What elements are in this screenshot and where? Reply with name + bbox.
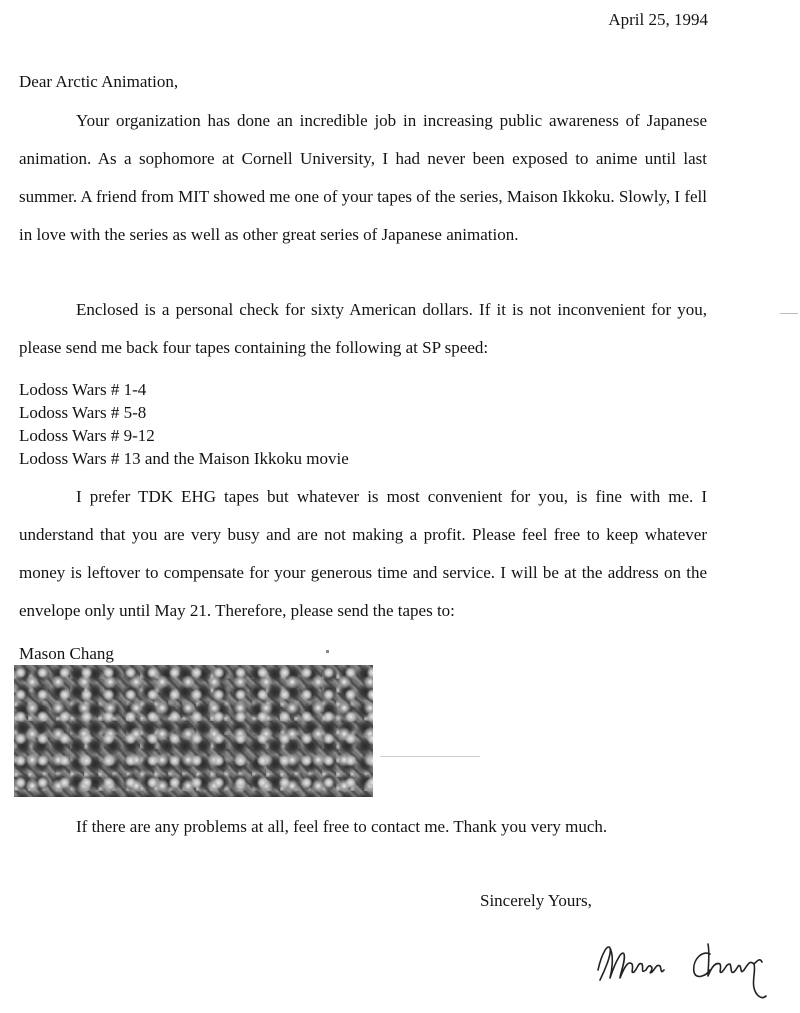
scan-artifact bbox=[326, 650, 329, 653]
tape-order-list bbox=[19, 378, 349, 470]
body-paragraph-3: I prefer TDK EHG tapes but whatever is most convenient for you, is fine with me. I understand that you are very busy and are not making a profit. Please feel free to keep whatever money is leftover to compensate for your generous time and service. I will be at the address on the envelope only until May 21. Therefore, please send the tapes to: bbox=[19, 487, 707, 620]
scan-artifact bbox=[780, 313, 798, 314]
order-item: Lodoss Wars # 5-8 bbox=[19, 403, 147, 422]
salutation: Dear Arctic Animation, bbox=[19, 72, 179, 91]
handwritten-signature bbox=[590, 930, 790, 1008]
addressee-name: Mason Chang bbox=[19, 644, 114, 663]
closing-sentence: If there are any problems at all, feel free to contact me. Thank you very much. bbox=[76, 817, 608, 836]
body-paragraph-2: Enclosed is a personal check for sixty American dollars. If it is not inconvenient for you, please send me back four tapes containing the following at SP speed: bbox=[19, 300, 707, 357]
redacted-address-block bbox=[14, 665, 373, 797]
order-item: Lodoss Wars # 13 and the Maison Ikkoku movie bbox=[19, 449, 349, 468]
body-paragraph-1: Your organization has done an incredible job in increasing public awareness of Japanese animation. As a sophomore at Cornell University, I had never been exposed to anime until last summer. A friend from MIT showed me one of your tapes of the series, Maison Ikkoku. Slowly, I fell in love with the series as well as other great series of Japanese animation. bbox=[19, 111, 707, 244]
signature-drawing bbox=[590, 930, 790, 1008]
order-item: Lodoss Wars # 9-12 bbox=[19, 426, 155, 445]
letter-date: April 25, 1994 bbox=[608, 10, 708, 29]
complimentary-close: Sincerely Yours, bbox=[480, 891, 592, 910]
scan-artifact bbox=[380, 756, 480, 757]
order-item: Lodoss Wars # 1-4 bbox=[19, 380, 147, 399]
